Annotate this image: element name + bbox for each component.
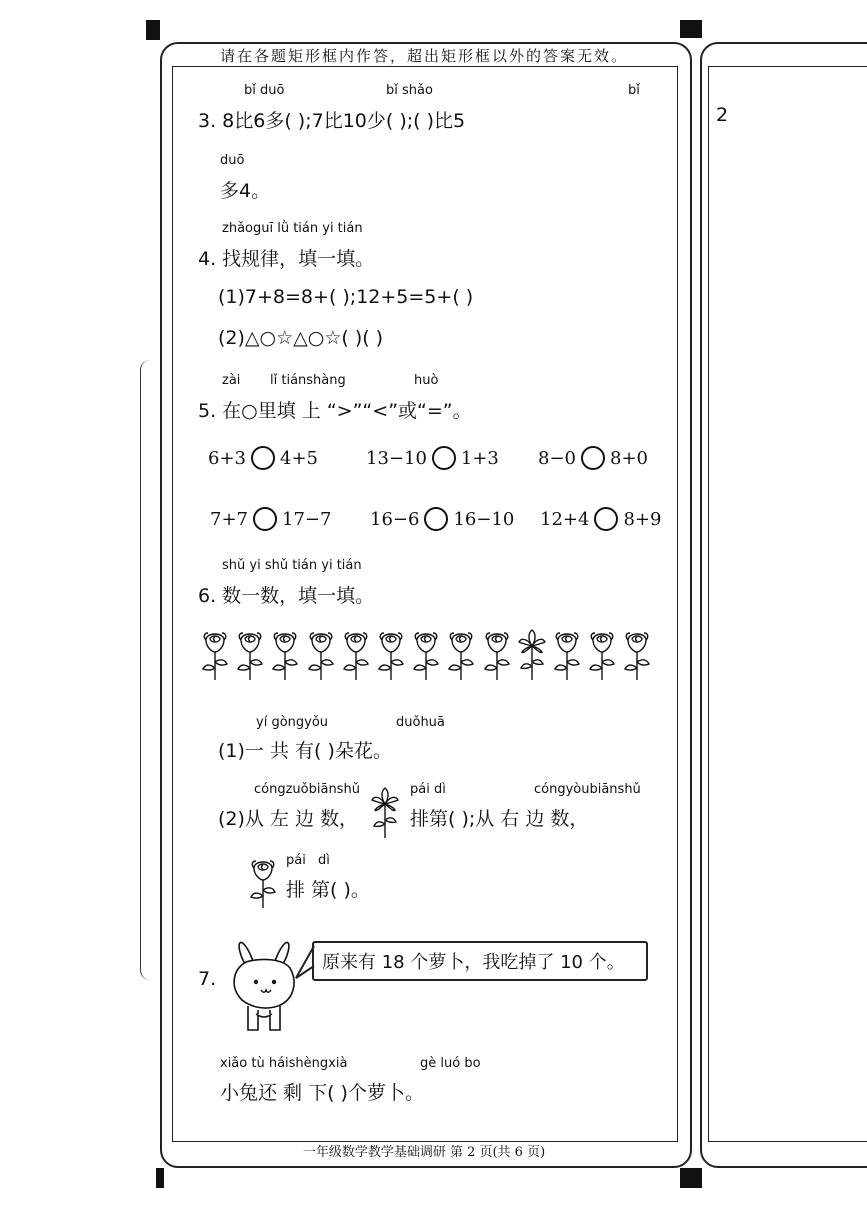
lily-icon — [370, 786, 400, 840]
registration-mark-top-right — [680, 20, 702, 38]
compare-circle[interactable] — [594, 507, 618, 531]
q5-item — [370, 507, 514, 531]
q5-right-expr: 17−7 — [282, 508, 332, 530]
compare-circle[interactable] — [251, 446, 275, 470]
q6-p3-pinyin-2: dì — [318, 853, 330, 868]
q5-pinyin-2: lǐ tiánshàng — [270, 373, 346, 388]
rabbit-eye-left — [254, 980, 258, 984]
q7-pinyin-2: gè luó bo — [420, 1056, 481, 1071]
q5-left-expr: 6+3 — [208, 447, 246, 469]
rose-icon — [622, 628, 652, 682]
q3-pinyin-1: bǐ duō — [244, 83, 285, 98]
q5-left-expr: 12+4 — [540, 508, 590, 530]
q6-part-3: 排 第( )。 — [286, 879, 370, 901]
q6-p2-pinyin-1: cóngzuǒbiānshǔ — [254, 782, 360, 797]
q5-item — [540, 507, 661, 531]
q3-line-1: 3. 8比6多( );7比10少( );( )比5 — [198, 110, 466, 132]
registration-mark-bottom-left — [156, 1168, 164, 1188]
q5-left-expr: 7+7 — [210, 508, 248, 530]
q4-part-2: (2)△○☆△○☆( )( ) — [218, 327, 384, 349]
q7-answer: 小兔还 剩 下( )个萝卜。 — [220, 1082, 424, 1104]
rose-icon — [411, 628, 441, 682]
q4-part-1: (1)7+8=8+( );12+5=5+( ) — [218, 286, 474, 308]
q6-title: 6. 数一数，填一填。 — [198, 585, 375, 607]
q3-pinyin-2: bǐ shǎo — [386, 83, 433, 98]
binding-curve — [140, 360, 153, 980]
q5-left-expr: 16−6 — [370, 508, 420, 530]
q5-title: 5. 在○里填 上 “>”“<”或“=”。 — [198, 400, 472, 422]
q5-pinyin-1: zài — [222, 373, 241, 388]
q5-item — [538, 446, 648, 470]
registration-mark-bottom-right — [680, 1168, 702, 1188]
q5-item — [366, 446, 499, 470]
rose-icon — [248, 856, 278, 910]
q6-p2-pinyin-2: pái dì — [410, 782, 446, 797]
rose-icon — [235, 628, 265, 682]
q3-line-2: 多4。 — [220, 180, 271, 202]
rose-icon — [200, 628, 230, 682]
q5-item — [210, 507, 331, 531]
compare-circle[interactable] — [581, 446, 605, 470]
q5-right-expr: 8+9 — [623, 508, 662, 530]
next-page-fragment: 2 — [716, 104, 729, 126]
rose-icon — [482, 628, 512, 682]
q6-p3-pinyin-1: pái — [286, 853, 306, 868]
q5-right-expr: 1+3 — [460, 447, 499, 469]
next-page-inner-frame — [708, 66, 867, 1142]
answer-area-notice: 请在各题矩形框内作答，超出矩形框以外的答案无效。 — [219, 47, 628, 65]
q6-p2-pinyin-3: cóngyòubiānshǔ — [534, 782, 641, 797]
q5-right-expr: 8+0 — [610, 447, 648, 469]
q5-left-expr: 8−0 — [538, 447, 576, 469]
q5-pinyin-3: huò — [414, 373, 439, 388]
q7-pinyin-1: xiǎo tù háishèngxià — [220, 1056, 348, 1071]
q7-number: 7. — [198, 968, 217, 990]
q6-p1-pinyin-1: yí gòngyǒu — [256, 715, 329, 730]
q5-right-expr: 4+5 — [280, 447, 318, 469]
q3-pinyin-3: bǐ — [628, 83, 640, 98]
rose-icon — [446, 628, 476, 682]
rose-icon — [270, 628, 300, 682]
q5-item — [208, 446, 318, 470]
q4-title: 4. 找规律，填一填。 — [198, 248, 375, 270]
registration-mark-top-left — [146, 20, 160, 40]
q4-pinyin: zhǎoguī lǜ tián yi tián — [222, 221, 363, 236]
q6-part-1: (1)一 共 有( )朵花。 — [218, 740, 392, 762]
q6-pinyin: shǔ yi shǔ tián yi tián — [222, 558, 362, 573]
rose-icon — [552, 628, 582, 682]
q5-left-expr: 13−10 — [366, 447, 427, 469]
rose-icon — [341, 628, 371, 682]
q5-right-expr: 16−10 — [453, 508, 515, 530]
compare-circle[interactable] — [253, 507, 277, 531]
compare-circle[interactable] — [432, 446, 456, 470]
q6-part-2a: (2)从 左 边 数， — [218, 808, 359, 830]
rose-icon — [376, 628, 406, 682]
speech-bubble: 原来有 18 个萝卜，我吃掉了 10 个。 — [312, 941, 648, 981]
rose-icon — [306, 628, 336, 682]
rose-icon — [587, 628, 617, 682]
compare-circle[interactable] — [424, 507, 448, 531]
lily-icon — [517, 628, 547, 682]
q6-p1-pinyin-2: duǒhuā — [396, 715, 445, 730]
q6-part-2b: 排第( );从 右 边 数， — [410, 808, 589, 830]
q3-pinyin-4: duō — [220, 153, 245, 168]
rabbit-eye-right — [272, 980, 276, 984]
page-footer: 一年级数学教学基础调研 第 2 页(共 6 页) — [302, 1145, 546, 1160]
